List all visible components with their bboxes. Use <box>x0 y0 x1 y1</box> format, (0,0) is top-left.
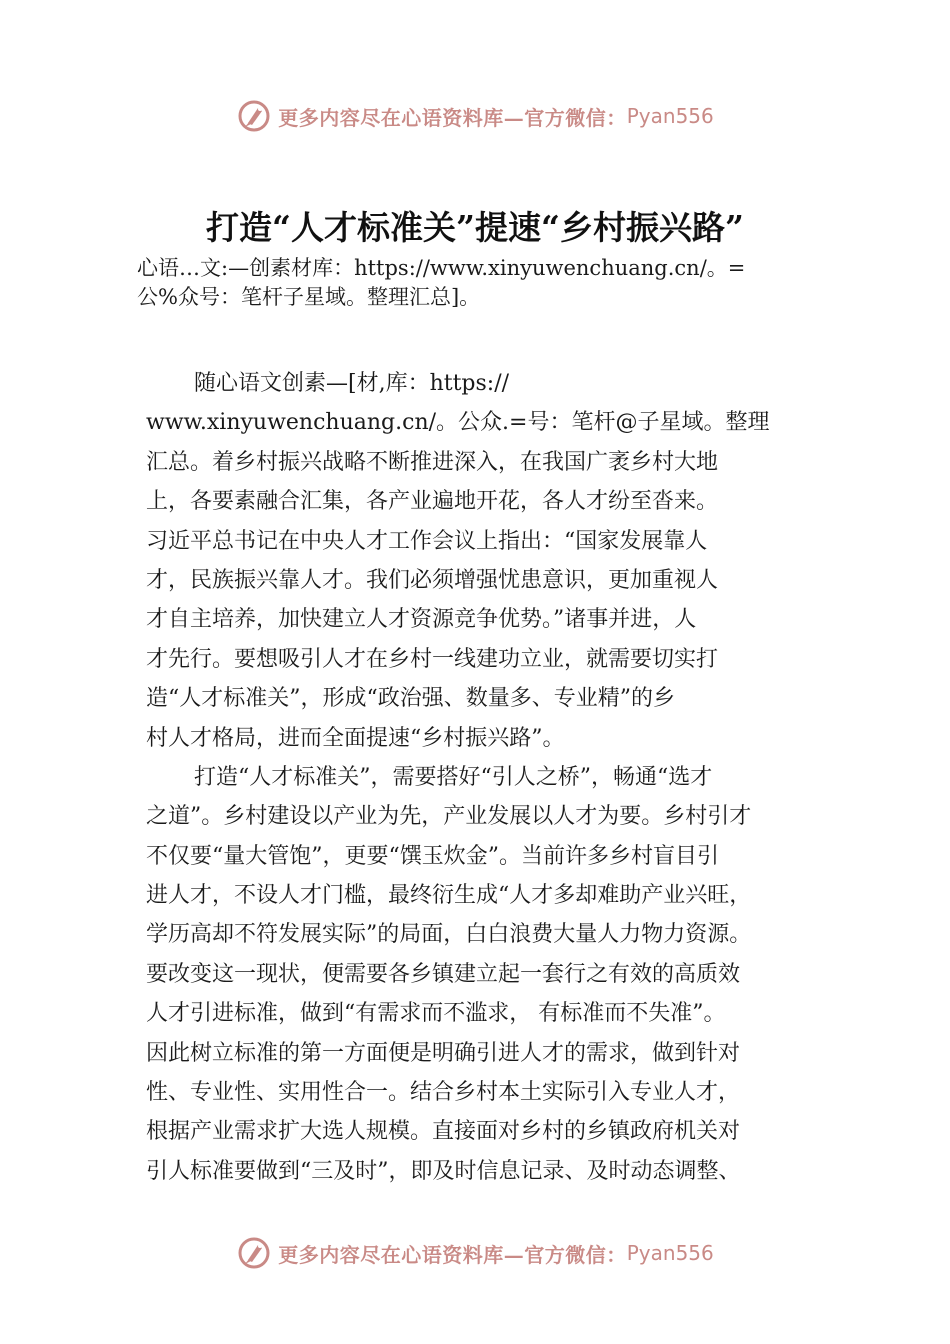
body-line: 造“人才标准关”，形成“政治强、数量多、专业精”的乡 <box>146 686 675 712</box>
body-line: 根据产业需求扩大选人规模。直接面对乡村的乡镇政府机关对 <box>146 1119 741 1145</box>
banner-text: 更多内容尽在心语资料库—官方微信： <box>278 1242 627 1267</box>
body-line: 才先行。要想吸引人才在乡村一线建功立业，就需要切实打 <box>146 646 719 672</box>
document-title: 打造“人才标准关”提速“乡村振兴路” <box>206 208 744 247</box>
header-banner <box>0 96 950 136</box>
body-line: 随心语文创素—[材,库：https:// <box>194 371 510 396</box>
banner-wechat-handle: Pyan556 <box>626 1241 714 1265</box>
footer-banner <box>0 1233 950 1273</box>
body-line: 性、专业性、实用性合一。结合乡村本土实际引入专业人才， <box>146 1080 741 1106</box>
body-line: 不仅要“量大管饱”，更要“馔玉炊金”。当前许多乡村盲目引 <box>146 843 719 869</box>
body-line: www.xinyuwenchuang.cn/。公众.=号：笔杆@子星域。整理 <box>146 410 770 436</box>
body-line: 打造“人才标准关”，需要搭好“引人之桥”，畅通“选才 <box>194 764 713 790</box>
pen-nib-logo-icon <box>236 1235 272 1271</box>
document-body <box>146 364 836 1191</box>
body-line: 才，民族振兴靠人才。我们必须增强忧患意识，更加重视人 <box>146 567 719 593</box>
body-line: 引人标准要做到“三及时”，即及时信息记录、及时动态调整、 <box>146 1158 741 1184</box>
body-line: 村人才格局，进而全面提速“乡村振兴路”。 <box>146 725 565 751</box>
banner-text: 更多内容尽在心语资料库—官方微信： <box>278 105 627 130</box>
pen-nib-logo-icon <box>236 98 272 134</box>
body-line: 因此树立标准的第一方面便是明确引进人才的需求，做到针对 <box>146 1040 741 1066</box>
body-line: 上，各要素融合汇集，各产业遍地开花，各人才纷至沓来。 <box>146 489 719 515</box>
body-line: 汇总。着乡村振兴战略不断推进深入，在我国广袤乡村大地 <box>146 449 719 475</box>
body-line: 要改变这一现状，便需要各乡镇建立起一套行之有效的高质效 <box>146 961 741 987</box>
subtitle-line: 公%众号：笔杆子星域。整理汇总]。 <box>137 285 481 309</box>
body-line: 人才引进标准，做到“有需求而不滥求， 有标准而不失准”。 <box>146 1001 726 1027</box>
document-subtitle <box>137 254 837 312</box>
body-line: 之道”。乡村建设以产业为先，产业发展以人才为要。乡村引才 <box>146 804 752 830</box>
body-line: 才自主培养，加快建立人才资源竞争优势。”诸事并进，人 <box>146 607 697 633</box>
body-line: 学历高却不符发展实际”的局面，白白浪费大量人力物力资源。 <box>146 922 752 948</box>
subtitle-line: 心语…文:—创素材库：https://www.xinyuwenchuang.cn/。= <box>137 256 746 280</box>
body-line: 进人才，不设人才门槛，最终衍生成“人才多却难助产业兴旺， <box>146 883 752 909</box>
banner-wechat-handle: Pyan556 <box>626 104 714 128</box>
body-line: 习近平总书记在中央人才工作会议上指出：“国家发展靠人 <box>146 528 708 554</box>
